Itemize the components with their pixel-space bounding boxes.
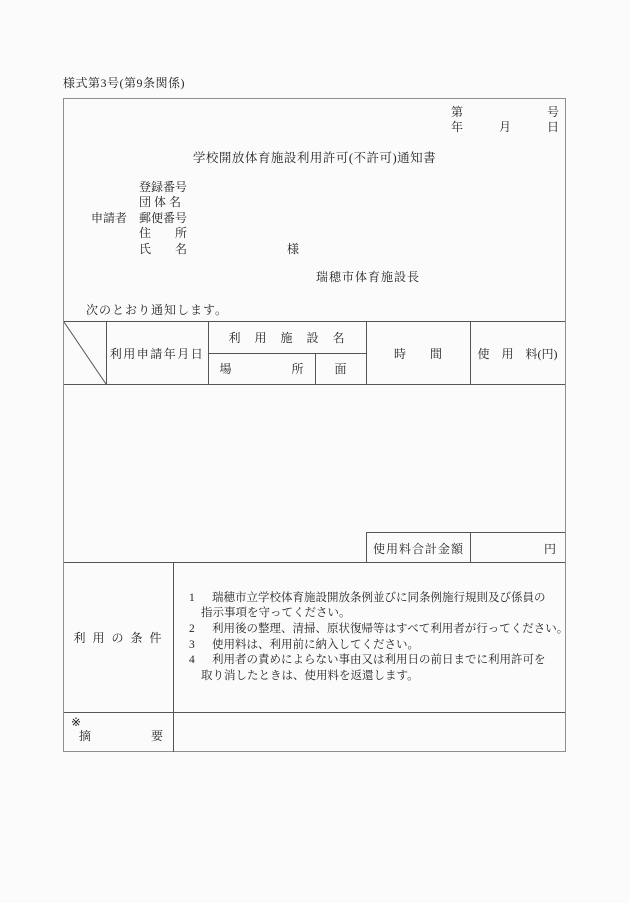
conditions-text [174,563,576,712]
condition-item-3-number: 3 [189,638,195,651]
usage-table [64,321,569,752]
condition-item-4-line-2: 取り消したときは、使用料を返還します。 [201,669,419,682]
document-number-line [451,105,559,120]
postal-code-row [91,211,299,226]
document-frame [63,98,569,752]
condition-item-4-number: 4 [189,654,195,667]
condition-item-2-line-1 [189,622,568,638]
remarks-label-text: 摘 要 [79,729,164,743]
address-row [91,226,299,241]
doc-no-suffix: 号 [546,105,559,119]
condition-item-4-text: 利用者の責めによらない事由又は利用日の前日までに利用許可を [212,654,546,667]
registration-number-row [91,180,299,195]
header-cell-fee: 使 用 料(円) [470,322,565,385]
page-title: 学校開放体育施設利用許可(不許可)通知書 [192,151,437,165]
header-cell-time: 時 間 [366,322,471,385]
remarks-entry-area [174,713,565,752]
address-label: 住 所 [139,226,188,241]
document-number-block [451,105,559,135]
date-day-label: 日 [546,120,559,134]
diagonal-line-icon [64,322,106,384]
name-label: 氏 名 [139,241,188,256]
total-fee-label-cell: 使用料合計金額 [366,532,471,563]
header-cell-place: 場 所 [208,353,316,385]
notice-sentence: 次のとおり通知します。 [86,303,229,317]
condition-item-1-line-1 [189,591,568,607]
honorific-label: 様 [287,241,300,256]
document-date-line [451,120,559,135]
issuer-name: 瑞穂市体育施設長 [316,270,421,284]
condition-item-3-line-1 [189,638,568,654]
diagonal-header-cell [64,322,107,385]
condition-item-2-number: 2 [189,622,195,635]
date-month-label: 月 [498,120,511,134]
condition-item-3-text: 使用料は、利用前に納入してください。 [212,638,419,651]
applicant-group-label: 申請者 [91,210,128,225]
registration-number-label: 登録番号 [139,180,188,194]
conditions-row [64,562,569,712]
doc-no-prefix: 第 [451,105,464,119]
kome-mark: ※ [71,715,82,729]
postal-code-label: 郵便番号 [139,210,188,225]
organization-name-row [91,195,299,210]
conditions-row-label: 利 用 の 条 件 [64,563,174,712]
header-cell-facility-name: 利 用 施 設 名 [208,322,367,354]
header-cell-men: 面 [315,353,367,385]
applicant-block [91,180,299,257]
header-cell-apply-date: 利用申請年月日 [106,322,209,385]
condition-item-1-number: 1 [189,591,195,604]
name-row [91,242,299,257]
remarks-row [64,712,565,752]
date-year-label: 年 [451,120,464,134]
organization-name-label: 団 体 名 [139,195,182,210]
condition-item-4-line-1 [189,653,568,669]
table-entry-area [64,385,565,532]
remarks-row-label [64,713,174,752]
condition-item-1-line-2: 指示事項を守ってください。 [201,607,351,620]
form-number-label: 様式第3号(第9条関係) [63,76,185,90]
condition-item-2-text: 利用後の整理、清掃、原状復帰等はすべて利用者が行ってください。 [212,622,569,635]
condition-item-1-text: 瑞穂市立学校体育施設開放条例並びに同条例施行規則及び係員の [212,591,546,604]
total-fee-value-cell: 円 [470,532,565,563]
